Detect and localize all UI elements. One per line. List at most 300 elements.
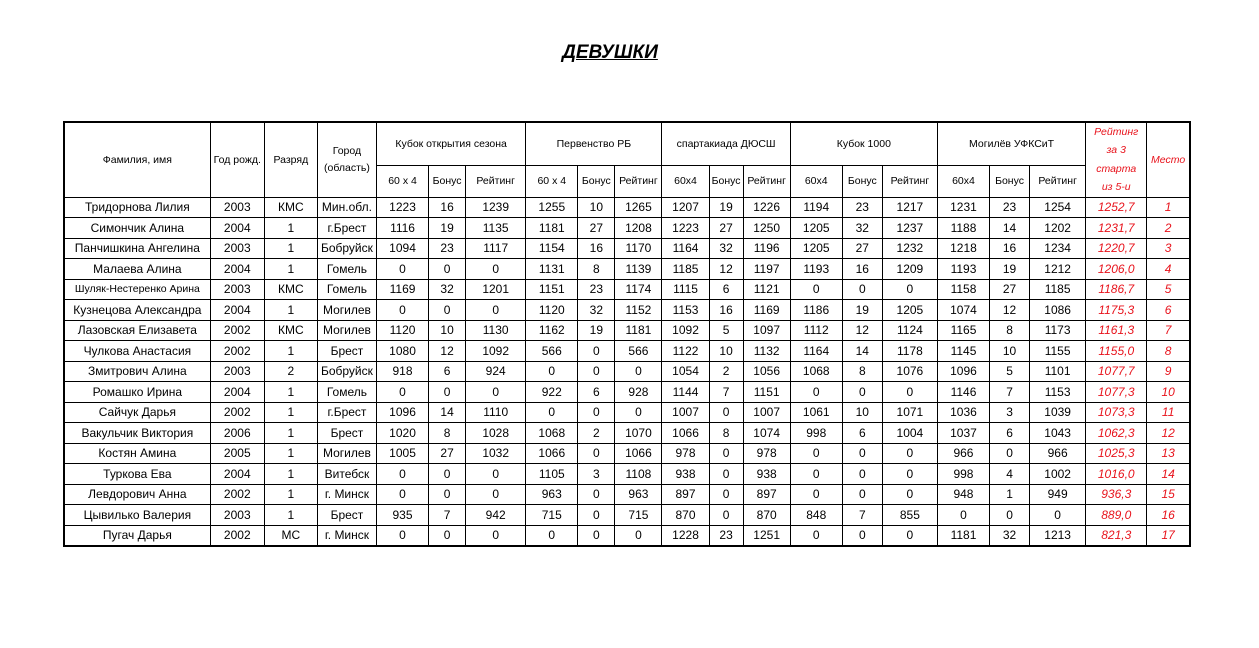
cell-c1-bonus: 0 bbox=[429, 382, 466, 403]
cell-rank: 1 bbox=[264, 218, 317, 239]
sub-header: Бонус bbox=[842, 165, 882, 197]
cell-c1-rating: 942 bbox=[466, 505, 526, 526]
cell-c1-bonus: 14 bbox=[429, 402, 466, 423]
header-competition-4: Кубок 1000 bbox=[790, 122, 937, 165]
cell-city: Мин.обл. bbox=[317, 197, 376, 218]
cell-c1-rating: 1032 bbox=[466, 443, 526, 464]
cell-c3-rating: 897 bbox=[743, 484, 790, 505]
cell-c4-bonus: 6 bbox=[842, 423, 882, 444]
cell-c1-time: 0 bbox=[376, 525, 428, 546]
cell-c5-time: 1146 bbox=[937, 382, 989, 403]
sub-header: Бонус bbox=[578, 165, 615, 197]
cell-name: Цывилько Валерия bbox=[64, 505, 210, 526]
cell-c2-bonus: 23 bbox=[578, 279, 615, 300]
table-body bbox=[64, 197, 1190, 546]
cell-c3-bonus: 0 bbox=[709, 464, 743, 485]
cell-city: Бобруйск bbox=[317, 238, 376, 259]
cell-c4-time: 0 bbox=[790, 484, 842, 505]
table-row bbox=[64, 423, 1190, 444]
cell-city: Гомель bbox=[317, 259, 376, 280]
cell-c4-rating: 855 bbox=[882, 505, 937, 526]
table-row bbox=[64, 300, 1190, 321]
cell-c2-time: 1151 bbox=[526, 279, 578, 300]
cell-c2-rating: 0 bbox=[615, 402, 662, 423]
cell-c4-bonus: 8 bbox=[842, 361, 882, 382]
table-row bbox=[64, 341, 1190, 362]
cell-year: 2004 bbox=[210, 259, 264, 280]
cell-c4-bonus: 19 bbox=[842, 300, 882, 321]
cell-c1-bonus: 19 bbox=[429, 218, 466, 239]
cell-city: Витебск bbox=[317, 464, 376, 485]
table-row bbox=[64, 505, 1190, 526]
cell-c5-bonus: 7 bbox=[990, 382, 1030, 403]
cell-c3-bonus: 19 bbox=[709, 197, 743, 218]
table-row bbox=[64, 464, 1190, 485]
cell-c5-time: 1165 bbox=[937, 320, 989, 341]
cell-c4-rating: 1217 bbox=[882, 197, 937, 218]
cell-c4-time: 1164 bbox=[790, 341, 842, 362]
cell-c5-rating: 1185 bbox=[1030, 279, 1086, 300]
cell-year: 2004 bbox=[210, 300, 264, 321]
cell-c4-time: 0 bbox=[790, 464, 842, 485]
header-rating3-line4: из 5-и bbox=[1101, 181, 1131, 194]
cell-name: Кузнецова Александра bbox=[64, 300, 210, 321]
cell-c2-rating: 1108 bbox=[615, 464, 662, 485]
header-rating3-line1: Рейтинг bbox=[1094, 126, 1139, 138]
cell-c4-bonus: 12 bbox=[842, 320, 882, 341]
cell-c3-time: 1144 bbox=[662, 382, 709, 403]
cell-c1-time: 935 bbox=[376, 505, 428, 526]
cell-rank: МС bbox=[264, 525, 317, 546]
cell-c3-bonus: 0 bbox=[709, 402, 743, 423]
header-city-line1: Город bbox=[332, 144, 362, 157]
cell-c4-time: 1068 bbox=[790, 361, 842, 382]
sub-header: Рейтинг bbox=[882, 165, 937, 197]
cell-city: г. Минск bbox=[317, 484, 376, 505]
cell-c5-rating: 1173 bbox=[1030, 320, 1086, 341]
cell-c3-bonus: 7 bbox=[709, 382, 743, 403]
cell-year: 2004 bbox=[210, 464, 264, 485]
cell-name: Тридорнова Лилия bbox=[64, 197, 210, 218]
cell-c1-rating: 1239 bbox=[466, 197, 526, 218]
cell-rating3: 1073,3 bbox=[1086, 402, 1147, 423]
cell-c2-time: 0 bbox=[526, 361, 578, 382]
cell-c5-bonus: 16 bbox=[990, 238, 1030, 259]
cell-c5-rating: 966 bbox=[1030, 443, 1086, 464]
sub-header: Бонус bbox=[429, 165, 466, 197]
cell-name: Сайчук Дарья bbox=[64, 402, 210, 423]
cell-c4-rating: 0 bbox=[882, 525, 937, 546]
table-row bbox=[64, 197, 1190, 218]
cell-c2-rating: 1265 bbox=[615, 197, 662, 218]
cell-c4-rating: 1076 bbox=[882, 361, 937, 382]
cell-c4-time: 0 bbox=[790, 382, 842, 403]
cell-c5-time: 1145 bbox=[937, 341, 989, 362]
cell-rating3: 1025,3 bbox=[1086, 443, 1147, 464]
cell-name: Симончик Алина bbox=[64, 218, 210, 239]
cell-name: Панчишкина Ангелина bbox=[64, 238, 210, 259]
cell-c4-time: 1112 bbox=[790, 320, 842, 341]
cell-place: 4 bbox=[1147, 259, 1190, 280]
sub-header: Бонус bbox=[990, 165, 1030, 197]
cell-c4-rating: 1232 bbox=[882, 238, 937, 259]
cell-rating3: 1206,0 bbox=[1086, 259, 1147, 280]
cell-city: Брест bbox=[317, 423, 376, 444]
cell-c5-bonus: 23 bbox=[990, 197, 1030, 218]
cell-city: Могилев bbox=[317, 443, 376, 464]
cell-c5-time: 1181 bbox=[937, 525, 989, 546]
cell-c4-bonus: 23 bbox=[842, 197, 882, 218]
cell-c4-rating: 1124 bbox=[882, 320, 937, 341]
cell-c1-time: 0 bbox=[376, 464, 428, 485]
cell-rank: 1 bbox=[264, 382, 317, 403]
cell-c5-time: 1096 bbox=[937, 361, 989, 382]
cell-c2-rating: 1066 bbox=[615, 443, 662, 464]
cell-c2-time: 963 bbox=[526, 484, 578, 505]
cell-c3-rating: 1196 bbox=[743, 238, 790, 259]
table-row bbox=[64, 361, 1190, 382]
sub-header: 60х4 bbox=[662, 165, 709, 197]
cell-c4-bonus: 27 bbox=[842, 238, 882, 259]
cell-c2-rating: 0 bbox=[615, 525, 662, 546]
cell-place: 1 bbox=[1147, 197, 1190, 218]
cell-rank: 1 bbox=[264, 259, 317, 280]
cell-c2-time: 1120 bbox=[526, 300, 578, 321]
cell-name: Левдорович Анна bbox=[64, 484, 210, 505]
cell-c1-bonus: 16 bbox=[429, 197, 466, 218]
header-competition-1: Кубок открытия сезона bbox=[376, 122, 525, 165]
cell-c2-time: 922 bbox=[526, 382, 578, 403]
cell-c1-time: 1116 bbox=[376, 218, 428, 239]
cell-c1-time: 1096 bbox=[376, 402, 428, 423]
table-row bbox=[64, 443, 1190, 464]
cell-c1-rating: 924 bbox=[466, 361, 526, 382]
cell-c5-time: 1231 bbox=[937, 197, 989, 218]
cell-c1-rating: 0 bbox=[466, 525, 526, 546]
cell-c5-bonus: 27 bbox=[990, 279, 1030, 300]
sub-header: Бонус bbox=[709, 165, 743, 197]
cell-c3-bonus: 32 bbox=[709, 238, 743, 259]
cell-c2-rating: 715 bbox=[615, 505, 662, 526]
cell-rating3: 1077,3 bbox=[1086, 382, 1147, 403]
cell-c5-rating: 949 bbox=[1030, 484, 1086, 505]
header-rating3-line2: за 3 bbox=[1106, 144, 1126, 157]
cell-rank: 1 bbox=[264, 300, 317, 321]
cell-c5-time: 998 bbox=[937, 464, 989, 485]
cell-c4-rating: 0 bbox=[882, 279, 937, 300]
cell-c3-rating: 1169 bbox=[743, 300, 790, 321]
cell-c4-time: 1205 bbox=[790, 238, 842, 259]
cell-c5-bonus: 14 bbox=[990, 218, 1030, 239]
cell-name: Вакульчик Виктория bbox=[64, 423, 210, 444]
cell-c5-rating: 1002 bbox=[1030, 464, 1086, 485]
cell-name: Змитрович Алина bbox=[64, 361, 210, 382]
cell-c3-time: 1066 bbox=[662, 423, 709, 444]
cell-c3-time: 1207 bbox=[662, 197, 709, 218]
cell-rating3: 1186,7 bbox=[1086, 279, 1147, 300]
cell-name: Пугач Дарья bbox=[64, 525, 210, 546]
cell-c3-bonus: 12 bbox=[709, 259, 743, 280]
cell-rank: 1 bbox=[264, 341, 317, 362]
cell-c1-rating: 1117 bbox=[466, 238, 526, 259]
cell-c3-bonus: 5 bbox=[709, 320, 743, 341]
cell-c5-bonus: 0 bbox=[990, 443, 1030, 464]
cell-c3-time: 870 bbox=[662, 505, 709, 526]
table-row bbox=[64, 320, 1190, 341]
cell-rating3: 1077,7 bbox=[1086, 361, 1147, 382]
cell-c5-bonus: 4 bbox=[990, 464, 1030, 485]
cell-c5-bonus: 19 bbox=[990, 259, 1030, 280]
cell-c4-bonus: 10 bbox=[842, 402, 882, 423]
cell-c3-rating: 870 bbox=[743, 505, 790, 526]
header-name: Фамилия, имя bbox=[64, 122, 210, 197]
cell-c3-time: 978 bbox=[662, 443, 709, 464]
cell-c3-rating: 1121 bbox=[743, 279, 790, 300]
cell-c2-time: 1066 bbox=[526, 443, 578, 464]
cell-rating3: 1175,3 bbox=[1086, 300, 1147, 321]
cell-c1-bonus: 0 bbox=[429, 300, 466, 321]
cell-c2-rating: 566 bbox=[615, 341, 662, 362]
cell-c5-rating: 1039 bbox=[1030, 402, 1086, 423]
cell-c1-time: 1120 bbox=[376, 320, 428, 341]
cell-place: 12 bbox=[1147, 423, 1190, 444]
cell-c5-rating: 1234 bbox=[1030, 238, 1086, 259]
header-city-line2: (область) bbox=[324, 161, 370, 174]
cell-name: Туркова Ева bbox=[64, 464, 210, 485]
header-rating3 bbox=[1086, 122, 1147, 197]
cell-c3-rating: 1097 bbox=[743, 320, 790, 341]
cell-c2-bonus: 0 bbox=[578, 443, 615, 464]
cell-c2-rating: 928 bbox=[615, 382, 662, 403]
cell-rating3: 936,3 bbox=[1086, 484, 1147, 505]
table-row bbox=[64, 279, 1190, 300]
cell-c1-bonus: 0 bbox=[429, 525, 466, 546]
cell-c1-rating: 1110 bbox=[466, 402, 526, 423]
cell-c5-time: 966 bbox=[937, 443, 989, 464]
cell-c1-rating: 0 bbox=[466, 300, 526, 321]
cell-c1-rating: 1130 bbox=[466, 320, 526, 341]
cell-place: 10 bbox=[1147, 382, 1190, 403]
cell-city: г.Брест bbox=[317, 218, 376, 239]
cell-city: Гомель bbox=[317, 279, 376, 300]
cell-c3-time: 1092 bbox=[662, 320, 709, 341]
cell-year: 2003 bbox=[210, 505, 264, 526]
cell-c4-bonus: 32 bbox=[842, 218, 882, 239]
cell-year: 2006 bbox=[210, 423, 264, 444]
cell-name: Ромашко Ирина bbox=[64, 382, 210, 403]
cell-c1-time: 0 bbox=[376, 382, 428, 403]
cell-c1-bonus: 0 bbox=[429, 259, 466, 280]
cell-c5-rating: 1155 bbox=[1030, 341, 1086, 362]
cell-c5-rating: 1086 bbox=[1030, 300, 1086, 321]
cell-year: 2005 bbox=[210, 443, 264, 464]
rating-table bbox=[63, 121, 1191, 547]
cell-rating3: 1016,0 bbox=[1086, 464, 1147, 485]
cell-rank: КМС bbox=[264, 197, 317, 218]
cell-year: 2004 bbox=[210, 382, 264, 403]
cell-c5-rating: 1153 bbox=[1030, 382, 1086, 403]
cell-c4-bonus: 0 bbox=[842, 484, 882, 505]
cell-c3-rating: 1250 bbox=[743, 218, 790, 239]
cell-rank: 1 bbox=[264, 423, 317, 444]
cell-c1-rating: 1092 bbox=[466, 341, 526, 362]
sub-header: Рейтинг bbox=[615, 165, 662, 197]
cell-c2-time: 1255 bbox=[526, 197, 578, 218]
cell-c5-bonus: 5 bbox=[990, 361, 1030, 382]
cell-c2-time: 1162 bbox=[526, 320, 578, 341]
cell-c2-rating: 1181 bbox=[615, 320, 662, 341]
cell-c2-bonus: 0 bbox=[578, 505, 615, 526]
cell-c1-bonus: 7 bbox=[429, 505, 466, 526]
cell-c4-rating: 1205 bbox=[882, 300, 937, 321]
cell-rating3: 1252,7 bbox=[1086, 197, 1147, 218]
cell-c5-time: 948 bbox=[937, 484, 989, 505]
table-row bbox=[64, 382, 1190, 403]
cell-c3-rating: 1074 bbox=[743, 423, 790, 444]
cell-c3-rating: 1132 bbox=[743, 341, 790, 362]
cell-place: 2 bbox=[1147, 218, 1190, 239]
cell-rating3: 1231,7 bbox=[1086, 218, 1147, 239]
cell-city: Брест bbox=[317, 505, 376, 526]
cell-c5-rating: 1213 bbox=[1030, 525, 1086, 546]
cell-c4-rating: 1209 bbox=[882, 259, 937, 280]
cell-c2-rating: 1208 bbox=[615, 218, 662, 239]
cell-c4-time: 0 bbox=[790, 525, 842, 546]
cell-c5-bonus: 0 bbox=[990, 505, 1030, 526]
cell-c3-time: 1153 bbox=[662, 300, 709, 321]
sub-header: 60х4 bbox=[937, 165, 989, 197]
cell-c4-time: 1193 bbox=[790, 259, 842, 280]
cell-c5-time: 1158 bbox=[937, 279, 989, 300]
cell-year: 2003 bbox=[210, 279, 264, 300]
cell-c3-rating: 1056 bbox=[743, 361, 790, 382]
table-row bbox=[64, 402, 1190, 423]
cell-c3-time: 1185 bbox=[662, 259, 709, 280]
cell-c2-bonus: 0 bbox=[578, 341, 615, 362]
cell-c1-time: 1005 bbox=[376, 443, 428, 464]
cell-c1-bonus: 32 bbox=[429, 279, 466, 300]
cell-c3-time: 1007 bbox=[662, 402, 709, 423]
cell-c1-rating: 0 bbox=[466, 382, 526, 403]
cell-c4-time: 1205 bbox=[790, 218, 842, 239]
cell-c2-time: 1131 bbox=[526, 259, 578, 280]
cell-c2-rating: 1070 bbox=[615, 423, 662, 444]
table-row bbox=[64, 238, 1190, 259]
cell-c2-rating: 1170 bbox=[615, 238, 662, 259]
cell-c1-time: 0 bbox=[376, 259, 428, 280]
cell-city: Могилев bbox=[317, 300, 376, 321]
cell-rating3: 1220,7 bbox=[1086, 238, 1147, 259]
cell-c4-time: 998 bbox=[790, 423, 842, 444]
cell-place: 11 bbox=[1147, 402, 1190, 423]
cell-c2-rating: 1139 bbox=[615, 259, 662, 280]
cell-c5-rating: 1202 bbox=[1030, 218, 1086, 239]
sub-header: Рейтинг bbox=[743, 165, 790, 197]
cell-c4-rating: 1237 bbox=[882, 218, 937, 239]
cell-c5-time: 1036 bbox=[937, 402, 989, 423]
cell-c4-time: 1186 bbox=[790, 300, 842, 321]
header-rating3-line3: старта bbox=[1096, 162, 1137, 175]
header-competition-5: Могилёв УФКСиТ bbox=[937, 122, 1085, 165]
cell-c5-bonus: 8 bbox=[990, 320, 1030, 341]
cell-c3-bonus: 16 bbox=[709, 300, 743, 321]
cell-c1-rating: 0 bbox=[466, 484, 526, 505]
cell-c2-bonus: 19 bbox=[578, 320, 615, 341]
cell-rank: 1 bbox=[264, 505, 317, 526]
cell-name: Лазовская Елизавета bbox=[64, 320, 210, 341]
cell-c3-bonus: 2 bbox=[709, 361, 743, 382]
cell-c3-rating: 938 bbox=[743, 464, 790, 485]
cell-c2-bonus: 16 bbox=[578, 238, 615, 259]
cell-city: Могилев bbox=[317, 320, 376, 341]
cell-c2-rating: 1152 bbox=[615, 300, 662, 321]
cell-c1-bonus: 0 bbox=[429, 484, 466, 505]
cell-year: 2002 bbox=[210, 341, 264, 362]
cell-c1-time: 1223 bbox=[376, 197, 428, 218]
cell-c4-bonus: 16 bbox=[842, 259, 882, 280]
cell-c3-time: 1054 bbox=[662, 361, 709, 382]
cell-c4-rating: 0 bbox=[882, 382, 937, 403]
cell-c4-rating: 0 bbox=[882, 443, 937, 464]
cell-c2-time: 1068 bbox=[526, 423, 578, 444]
cell-c4-rating: 0 bbox=[882, 484, 937, 505]
sub-header: Рейтинг bbox=[466, 165, 526, 197]
cell-c4-time: 0 bbox=[790, 443, 842, 464]
cell-c1-bonus: 8 bbox=[429, 423, 466, 444]
cell-c2-bonus: 2 bbox=[578, 423, 615, 444]
cell-c1-rating: 0 bbox=[466, 464, 526, 485]
cell-c1-bonus: 6 bbox=[429, 361, 466, 382]
cell-year: 2002 bbox=[210, 484, 264, 505]
cell-c4-time: 1061 bbox=[790, 402, 842, 423]
page-title: ДЕВУШКИ bbox=[562, 42, 658, 63]
cell-place: 13 bbox=[1147, 443, 1190, 464]
cell-c5-bonus: 12 bbox=[990, 300, 1030, 321]
cell-c2-bonus: 6 bbox=[578, 382, 615, 403]
cell-c2-time: 1105 bbox=[526, 464, 578, 485]
cell-c2-bonus: 3 bbox=[578, 464, 615, 485]
cell-c5-bonus: 32 bbox=[990, 525, 1030, 546]
cell-c2-bonus: 8 bbox=[578, 259, 615, 280]
cell-place: 7 bbox=[1147, 320, 1190, 341]
cell-c2-time: 566 bbox=[526, 341, 578, 362]
cell-place: 3 bbox=[1147, 238, 1190, 259]
cell-c5-time: 1188 bbox=[937, 218, 989, 239]
cell-rating3: 821,3 bbox=[1086, 525, 1147, 546]
cell-c5-rating: 1212 bbox=[1030, 259, 1086, 280]
cell-c4-bonus: 14 bbox=[842, 341, 882, 362]
cell-year: 2003 bbox=[210, 238, 264, 259]
cell-city: Бобруйск bbox=[317, 361, 376, 382]
table-row bbox=[64, 259, 1190, 280]
cell-c1-time: 0 bbox=[376, 300, 428, 321]
cell-city: г. Минск bbox=[317, 525, 376, 546]
cell-c5-bonus: 10 bbox=[990, 341, 1030, 362]
cell-place: 16 bbox=[1147, 505, 1190, 526]
header-competition-3: спартакиада ДЮСШ bbox=[662, 122, 790, 165]
cell-c2-time: 1181 bbox=[526, 218, 578, 239]
cell-rating3: 1155,0 bbox=[1086, 341, 1147, 362]
cell-c4-bonus: 0 bbox=[842, 525, 882, 546]
cell-c1-bonus: 10 bbox=[429, 320, 466, 341]
cell-c4-time: 0 bbox=[790, 279, 842, 300]
cell-c5-time: 1037 bbox=[937, 423, 989, 444]
cell-c1-bonus: 0 bbox=[429, 464, 466, 485]
cell-c3-time: 938 bbox=[662, 464, 709, 485]
cell-place: 17 bbox=[1147, 525, 1190, 546]
cell-city: г.Брест bbox=[317, 402, 376, 423]
cell-c5-time: 0 bbox=[937, 505, 989, 526]
